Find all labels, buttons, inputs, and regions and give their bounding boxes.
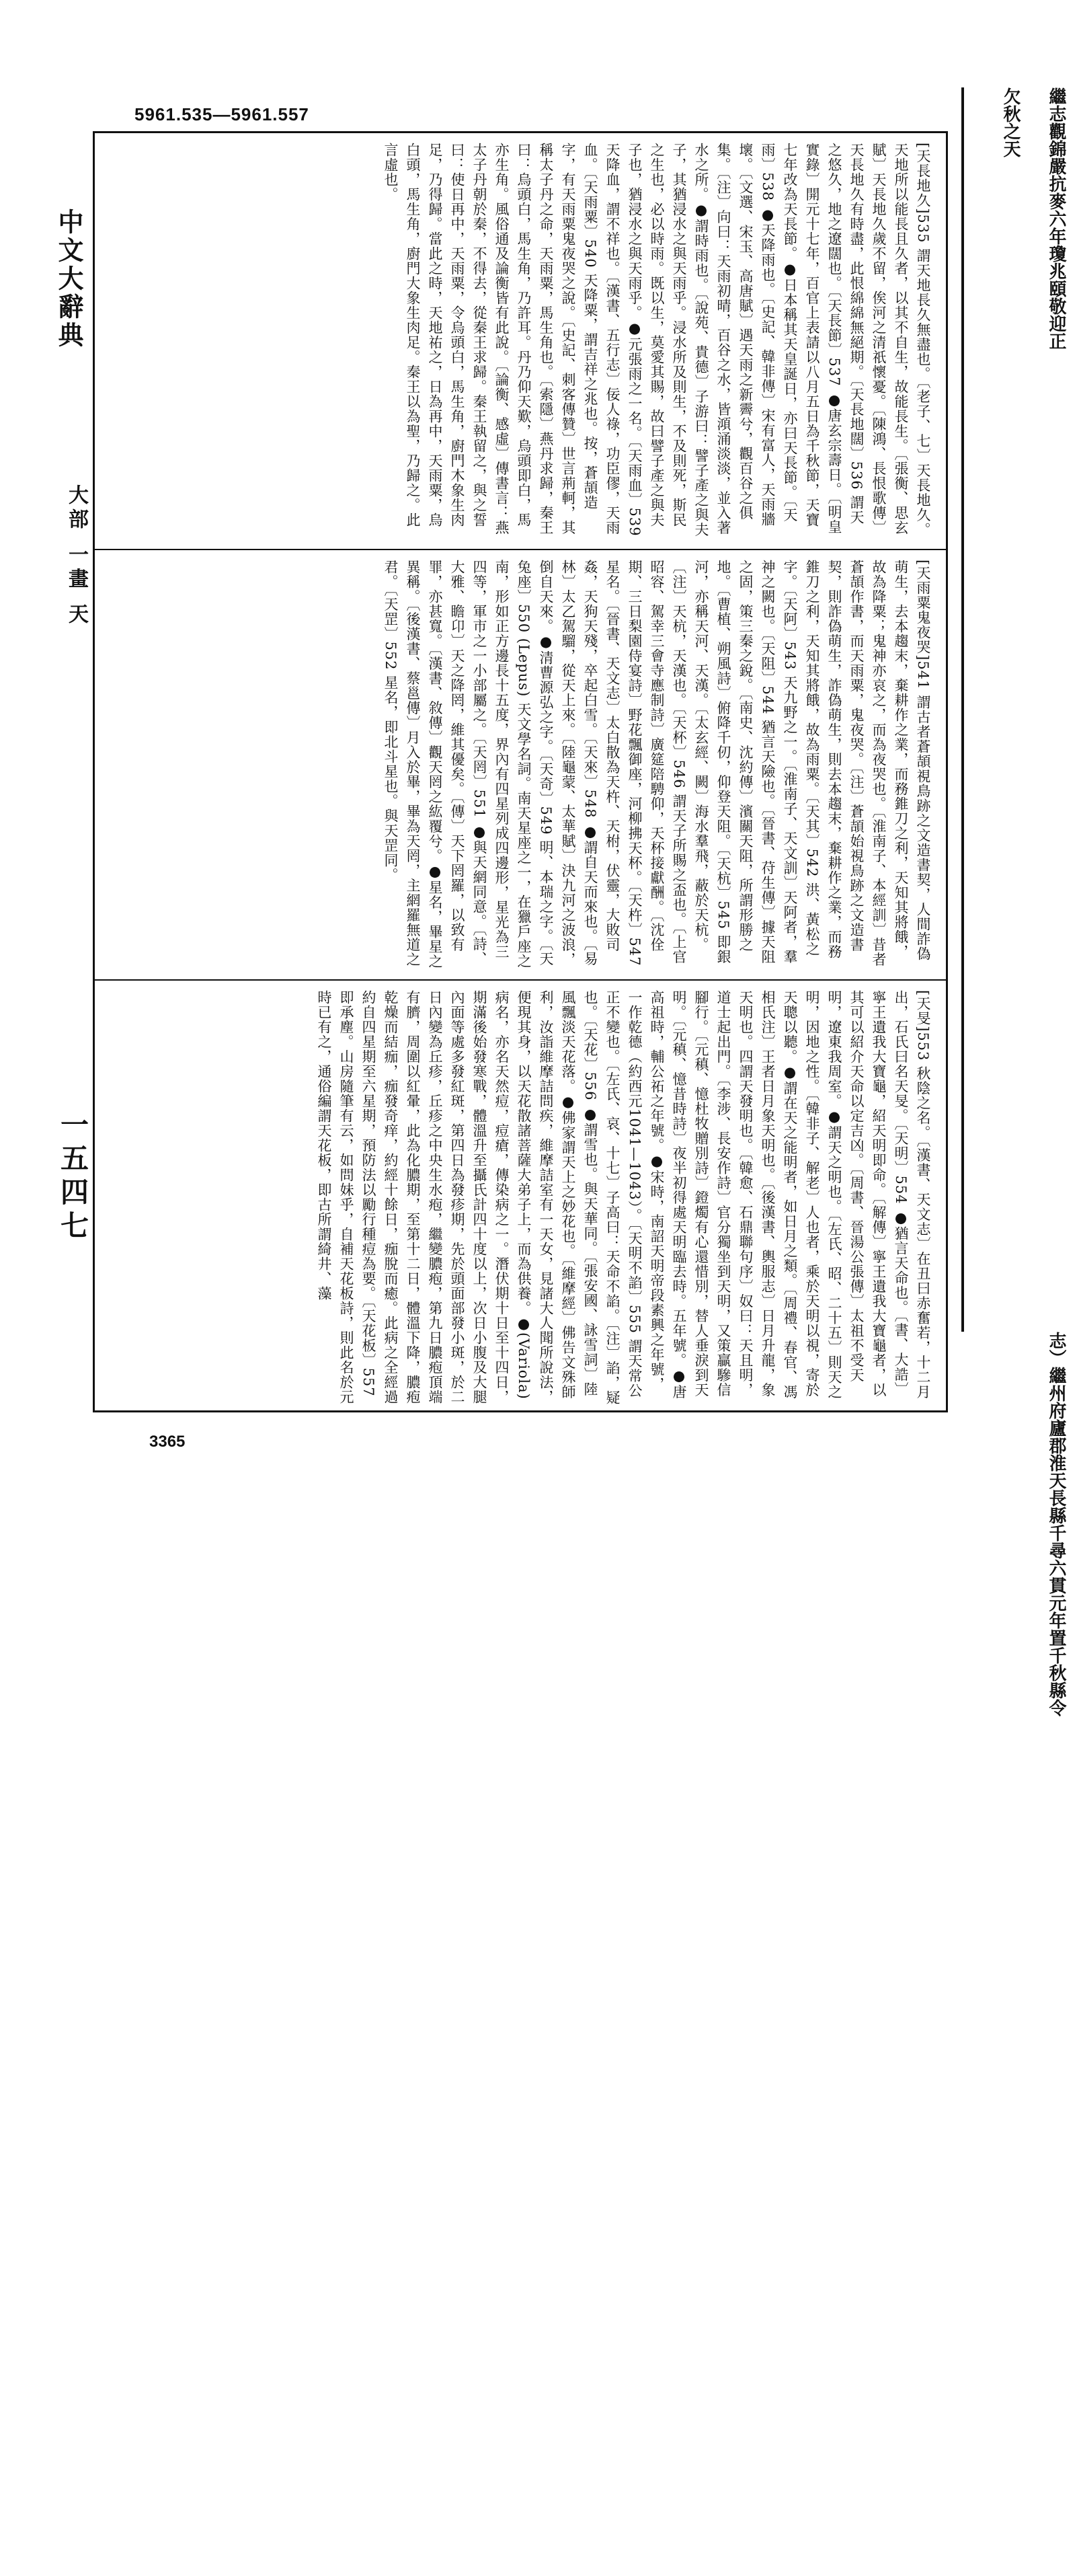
page-range-header: 5961.535—5961.557 [134,104,309,124]
radical-section-label: 大部 一畫 天 [65,484,88,628]
footer-page-number: 3365 [149,1433,186,1451]
adjacent-page-fragment: 欠秋之天 [1000,87,1021,157]
entry-tier-bottom [95,981,946,1414]
entry-text-block: [天雨粟鬼夜哭]541 謂古者蒼頡視鳥跡之文造書契，人間詐偽萌生，去本趨末，棄耕作之業，而務錐刀之利，天知其將餓，故為降粟；鬼神亦哀之，而為夜哭也。〔淮南子、本經訓〕昔者蒼頡作書，而天雨粟，鬼夜哭。〔注〕蒼頡始視鳥跡之文造書契，則詐偽萌生，詐偽萌生，則去本趨末，棄耕作之業，而務錐刀之利，天知其將餓，故為雨粟。〔天其〕542 洪、黃松之字。〔天阿〕543 天九野之一。〔淮南子、天文訓〕天阿者，羣神之闕也。〔天阻〕544 猶言天險也。〔晉書、苻生傳〕據天阻之固，策三秦之銳。〔南史、沈約傳〕濱關天阻，所謂形勝之地。〔曹植、朔風詩〕俯降千仞，仰登天阻。〔天杭〕545 即銀河，亦稱天河、天漢。〔太玄經、闕〕海水羣飛，蔽於天杭。〔注〕天杭，天漢也。〔天杯〕546 謂天子所賜之盃也。〔上官昭容、駕幸三會寺應制詩〕廣筵陪騁仰，天杯接獻酬。〔沈佺期、三日梨園侍宴詩〕野花飄御座，河柳拂天杯。〔天杵〕547 星名。〔晉書、天文志〕太白散為天杵、天柎，伏靈，大敗司姦，天狗天殘，卒起白雪。〔天來〕548 ●謂自天而來也。〔易林〕太乙駕騮，從天上來。〔陸龜蒙、太華賦〕決九河之波浪，倒自天來。●清曹源弘之字。〔天奇〕549 明、本瑞之字。〔天兔座〕550 (Lepus) 天文學名詞。南天星座之一，在獵戶座之南，形如正方邊長十五度，界內有四星列成四邊形，星光為三四等，軍市之一小部屬之。〔天罔〕551 ●與天網同意。〔詩、大雅、瞻卬〕天之降罔，維其優矣。〔傳〕天下罔羅，以致有罪，亦甚寬。〔漢書、敘傳〕觀天罔之紘覆兮。●星名，畢星之異稱。〔後漢書、蔡邕傳〕月入於畢，畢為天罔，主網羅無道之君。〔天罡〕552 星名，即北斗星也。與天罡同。 [383,560,931,969]
entry-text-block: [天長地久]535 謂天地長久無盡也。〔老子、七〕天長地久。天地所以能長且久者，以其不自生，故能長生。〔張衡、思玄賦〕天長地久歲不留，俟河之清祇懷憂。〔陳鴻、長恨歌傳〕天長地久有時盡，此恨綿綿無絕期。〔天長地闊〕536 謂天之悠久，地之遼闊也。〔天長節〕537 ●唐玄宗壽日。〔明皇實錄〕開元十七年，百官上表請以八月五日為千秋節，天寶七年改為天長節。●日本稱其天皇誕日，亦曰天長節。〔天雨〕538 ●天降雨也。〔史記、韓非傳〕宋有富人，天雨牆壞。〔文選、宋玉、高唐賦〕遇天雨之新霽兮，觀百谷之俱集。〔注〕向曰：天雨初晴，百谷之水，皆澒涌淡淡，並入著水之所。●謂時雨也。〔說苑、貴德〕子游曰：譬子產之與夫子，其猶浸水之與天雨乎。浸水所及則生，不及則死，斯民之生也，必以時雨。既以生，莫愛其賜，故曰譬子產之與夫子也，猶浸水之與天雨乎。●元張雨之一名。〔天雨血〕539 天降血，謂不祥也。〔漢書、五行志〕佞人祿，功臣僇，天雨血。〔天雨粟〕540 天降粟，謂吉祥之兆也。按，蒼頡造字，有天雨粟鬼夜哭之說。〔史記、刺客傳贊〕世言荊軻，其稱太子丹之命，天雨粟，馬生角也。〔索隱〕燕丹求歸，秦王曰：烏頭白，馬生角，乃許耳。丹乃仰天歎，烏頭即白，馬亦生角。風俗通及論衡皆有此說。〔論衡、感虛〕傳書言：燕太子丹朝於秦，不得去，從秦王求歸。秦王執留之，與之誓曰：使日再中，天雨粟，令烏頭白，馬生角，廚門木象生肉足，乃得歸。當此之時，天地祐之，日為再中，天雨粟，烏白頭，馬生角，廚門大象生肉足。秦王以為聖，乃歸之。此言虛也。 [383,143,931,537]
chinese-page-number: 一五四七 [56,1110,89,1244]
adjacent-page-edge [961,87,1079,1716]
adjacent-page-fragment: 繼志觀錦嚴抗麥六年瓊兆頤敬迎正 [1046,87,1066,350]
adjacent-page-fragment: 志）繼州府廬郡淮天長縣千尋六貫元年置千秋縣令 [1046,1332,1066,1716]
dictionary-page-frame [93,131,948,1412]
dictionary-title: 中文大辭典 [54,209,84,350]
entry-tier-middle [95,550,946,981]
entry-text-block: [天旻]553 秋陰之名。〔漢書、天文志〕在丑曰赤奮若，十二月出，石氏曰名天旻。〔天明〕554 ●猶言天命也。〔書、大誥〕寧王遺我大寶龜，紹天明即命。〔解傳〕寧王遺我大寶龜者，以其可以紹介天命以定吉凶。〔周書、晉湯公張傳〕太祖不受天明，遼東我周室。●謂天之明也。〔左氏、昭、二十五〕則天之明，因地之性。〔韓非子、解老〕人也者，乘於天明以視，寄於天聰以聽。●謂在天之能明者，如日月之類。〔周禮、春官、馮相氏注〕王者日月象天明也。〔後漢書、輿服志〕日月升龍，象天明也。四謂天發明也。〔韓愈、石鼎聯句序〕奴曰：天且明，道士起出門。〔李涉、長安作詩〕官分獨坐到天明，又策贏驂信腳行。〔元稹、憶杜牧贈別詩〕鐙燭有心還惜別，替人垂淚到天明。〔元稹、憶昔時詩〕夜半初得處天明臨去時。五年號。●唐高祖時，輔公祏之年號。●宋時，南詔天明帝段素興之年號，一作乾德（約西元1041—1043）。〔天明不諂〕555 謂天常公正不變也。〔左氏、哀、十七〕子高曰：天命不諂。〔注〕諂，疑也。〔天花〕556 ●謂雪也。與天華同。〔張安國、詠雪詞〕陸風飄淡天花落。●佛家謂天上之妙花也。〔維摩經〕佛告文殊師利，汝詣維摩詰問疾，維摩詰室有一天女，見諸大人聞所說法，便現其身，以天花散諸菩薩大弟子上，而為供養。●(Variola) 病名，亦名天然痘，痘瘡，傳染病之一。潛伏期十日至十四日，期滿後始發寒戰，體溫升至攝氏計四十度以上，次日小腹及大腿內面等處多發紅斑，第四日為發疹期，先於頭面部發小斑，於二日內變為丘疹，丘疹之中央生水疱，繼變膿疱，第九日膿疱頂端有臍，周圍以紅暈，此為化膿期，至第十二日，體溫下降，膿疱乾燥而結痂，痂發奇痒，約經十餘日，痂脫而癒。此病之全經過約自四星期至六星期，預防法以勵行種痘為要。〔天花板〕557 即承塵。山房隨筆有云，如問妹乎，自補天花板詩，則此名於元時已有之，通俗編謂天花板，即古所謂綺井、藻 [316,990,931,1405]
entry-tier-top [95,133,946,550]
